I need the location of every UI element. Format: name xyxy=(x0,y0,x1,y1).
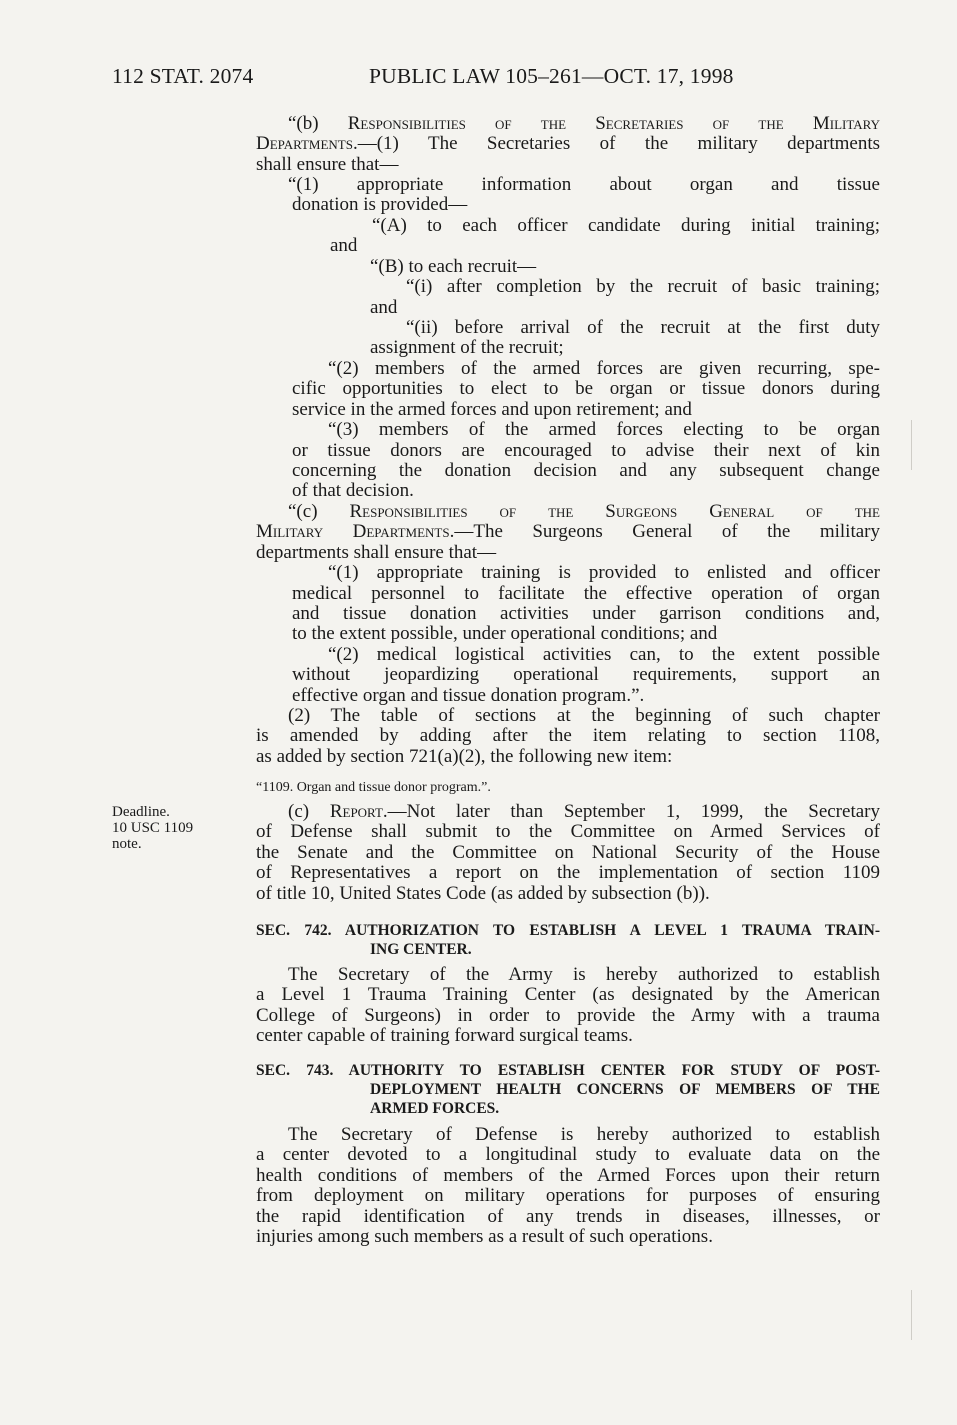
text-line: the rapid identification of any trends in diseases, illnesses, or xyxy=(256,1206,880,1227)
text-line: from deployment on military operations for purposes of ensuring xyxy=(256,1185,880,1206)
text-line: “(2) members of the armed forces are given recurring, spe- xyxy=(328,358,880,379)
text-line: Military Departments.—The Surgeons General of the military xyxy=(256,521,880,542)
text-line: The Secretary of the Army is hereby authorized to establish xyxy=(288,964,880,985)
text-line: without jeopardizing operational requirements, support an xyxy=(292,664,880,685)
text-line: Departments.—(1) The Secretaries of the military departments xyxy=(256,133,880,154)
text-line: departments shall ensure that— xyxy=(256,542,497,563)
new-table-item: “1109. Organ and tissue donor program.”. xyxy=(256,780,491,795)
subsection-c-heading: “(c) Responsibilities of the Surgeons General of the xyxy=(288,501,880,522)
text-line: College of Surgeons) in order to provide the Army with a trauma xyxy=(256,1005,880,1026)
text-line: The Secretary of Defense is hereby authorized to establish xyxy=(288,1124,880,1145)
section-742-text xyxy=(256,965,880,1049)
text-line: “(1) appropriate training is provided to enlisted and officer xyxy=(328,562,880,583)
text-line: to the extent possible, under operational conditions; and xyxy=(292,623,718,644)
text-line: “(B) to each recruit— xyxy=(370,256,537,277)
text-line: “(ii) before arrival of the recruit at the first duty xyxy=(406,317,880,338)
text-line: “(2) medical logistical activities can, to the extent possible xyxy=(328,644,880,665)
margin-note-line: note. xyxy=(112,836,142,852)
text-line: “(3) members of the armed forces electing to be organ xyxy=(328,419,880,440)
text-line: cific opportunities to elect to be organ or tissue donors during xyxy=(292,378,880,399)
main-text xyxy=(256,114,880,774)
margin-note xyxy=(112,804,193,852)
margin-note-line: Deadline. xyxy=(112,804,170,820)
text-line: assignment of the recruit; xyxy=(370,337,564,358)
text-line: and tissue donation activities under garrison conditions and, xyxy=(292,603,880,624)
text-line: “(A) to each officer candidate during initial training; xyxy=(372,215,880,236)
text-line: a center devoted to a longitudinal study to evaluate data on the xyxy=(256,1144,880,1165)
text-line: (c) Report.—Not later than September 1, 1999, the Secretary xyxy=(288,801,880,822)
subsection-b-heading: “(b) Responsibilities of the Secretaries of the Military xyxy=(288,113,880,134)
text-line: of Defense shall submit to the Committee on Armed Services of xyxy=(256,821,880,842)
text-line: shall ensure that— xyxy=(256,154,399,175)
text-line: center capable of training forward surgical teams. xyxy=(256,1025,633,1046)
text-line: a Level 1 Trauma Training Center (as designated by the American xyxy=(256,984,880,1005)
margin-note-line: 10 USC 1109 xyxy=(112,820,194,836)
running-head: PUBLIC LAW 105–261—OCT. 17, 1998 xyxy=(369,64,734,88)
text-line: as added by section 721(a)(2), the following new item: xyxy=(256,746,673,767)
scan-edge-mark xyxy=(911,420,912,470)
text-line: and xyxy=(370,297,398,318)
text-line: concerning the donation decision and any subsequent change xyxy=(292,460,880,481)
text-line: the Senate and the Committee on National Security of the House xyxy=(256,842,880,863)
text-line: of title 10, United States Code (as added by subsection (b)). xyxy=(256,883,710,904)
section-743-text xyxy=(256,1125,880,1249)
text-line: of Representatives a report on the implementation of section 1109 xyxy=(256,862,880,883)
scan-edge-mark xyxy=(911,1290,912,1340)
text-line: “(1) appropriate information about organ and tissue xyxy=(288,174,880,195)
section-743-heading: SEC. 743. AUTHORITY TO ESTABLISH CENTER FOR STUDY OF POST- DEPLOYMENT HEALTH CONCERNS OF MEMBERS OF THE ARMED FORCES. xyxy=(256,1062,880,1117)
text-line: is amended by adding after the item relating to section 1108, xyxy=(256,725,880,746)
text-line: injuries among such members as a result of such operations. xyxy=(256,1226,713,1247)
text-line: of that decision. xyxy=(292,480,414,501)
subsection-c-report xyxy=(256,802,880,907)
text-line: and xyxy=(330,235,358,256)
text-line: “(i) after completion by the recruit of basic training; xyxy=(406,276,880,297)
text-line: effective organ and tissue donation program.”. xyxy=(292,685,645,706)
text-line: service in the armed forces and upon retirement; and xyxy=(292,399,692,420)
text-line: health conditions of members of the Armed Forces upon their return xyxy=(256,1165,880,1186)
text-line: medical personnel to facilitate the effective operation of organ xyxy=(292,583,880,604)
page-stat-citation: 112 STAT. 2074 xyxy=(112,64,254,88)
section-742-heading: SEC. 742. AUTHORIZATION TO ESTABLISH A LEVEL 1 TRAUMA TRAIN- ING CENTER. xyxy=(256,922,880,958)
text-line: donation is provided— xyxy=(292,194,468,215)
text-line: or tissue donors are encouraged to advise their next of kin xyxy=(292,440,880,461)
text-line: (2) The table of sections at the beginning of such chapter xyxy=(288,705,880,726)
